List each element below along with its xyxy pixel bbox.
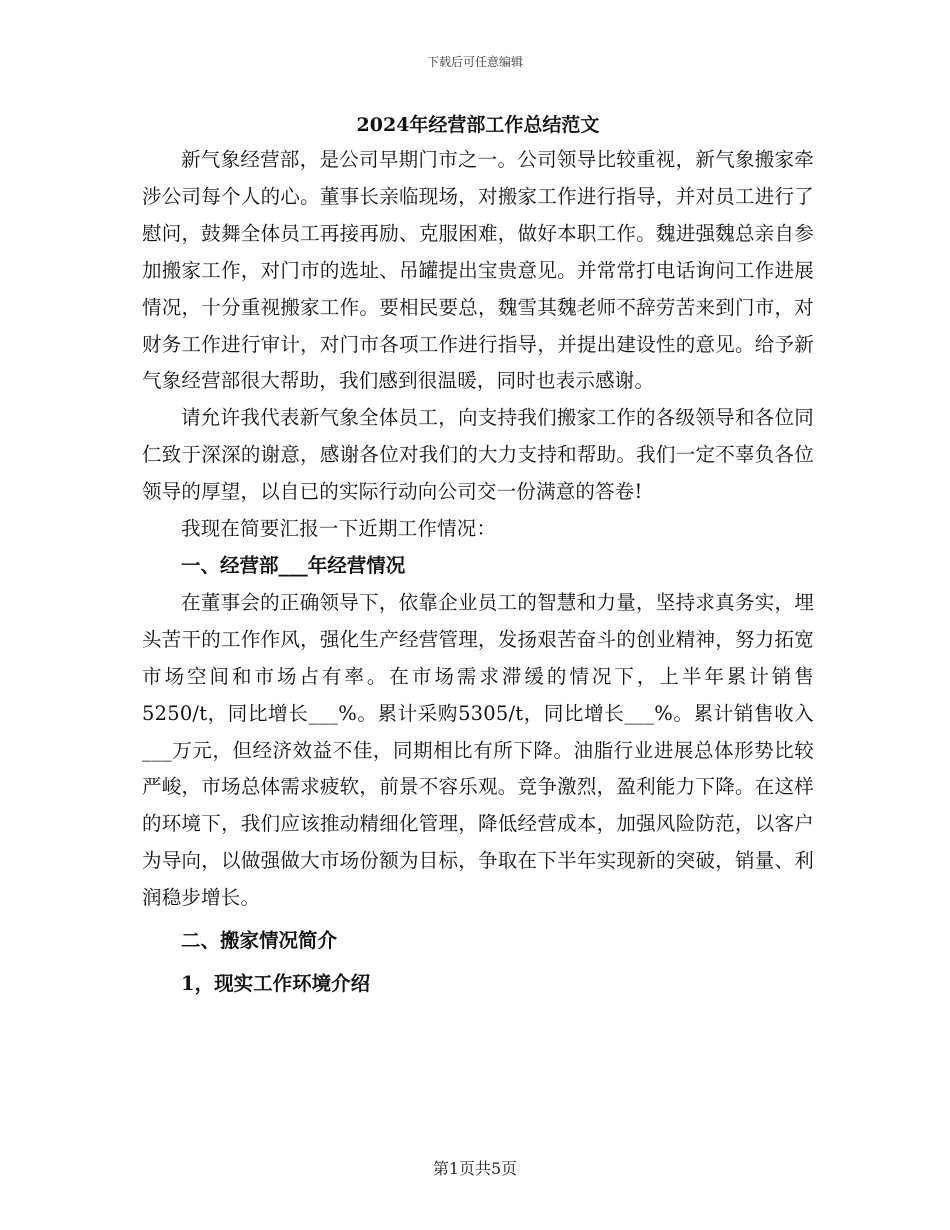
paragraph-operations: 在董事会的正确领导下，依靠企业员工的智慧和力量，坚持求真务实，埋头苦干的工作作风，强化生产经营管理，发扬艰苦奋斗的创业精神，努力拓宽市场空间和市场占有率。在市场需求滞缓的情况下，上半年累计销售5250/t，同比增长___%。累计采购5305/t，同比增长___%。累计销售收入___万元，但经济效益不佳，同期相比有所下降。油脂行业进展总体形势比较严峻，市场总体需求疲软，前景不容乐观。竞争激烈，盈利能力下降。在这样的环境下，我们应该推动精细化管理，降低经营成本，加强风险防范，以客户为导向，以做强做大市场份额为目标，争取在下半年实现新的突破，销量、利润稳步增长。 xyxy=(142,590,814,910)
header-note: 下载后可任意编辑 xyxy=(426,55,523,69)
section-heading-relocation: 二、搬家情况简介 xyxy=(181,929,338,953)
paragraph-thanks: 请允许我代表新气象全体员工，向支持我们搬家工作的各级领导和各位同仁致于深深的谢意，感谢各位对我们的大力支持和帮助。我们一定不辜负各位领导的厚望，以自已的实际行动向公司交一份满意的答卷! xyxy=(142,406,814,504)
section-heading-operations: 一、经营部___年经营情况 xyxy=(181,553,406,577)
paragraph-report-lead: 我现在简要汇报一下近期工作情况： xyxy=(181,517,497,541)
document-title: 2024年经营部工作总结范文 xyxy=(356,114,600,136)
document-body xyxy=(142,112,814,1003)
paragraph-intro: 新气象经营部，是公司早期门市之一。公司领导比较重视，新气象搬家牵涉公司每个人的心。董事长亲临现场，对搬家工作进行指导，并对员工进行了慰问，鼓舞全体员工再接再励、克服困难，做好本职工作。魏进强魏总亲自参加搬家工作，对门市的选址、吊罐提出宝贵意见。并常常打电话询问工作进展情况，十分重视搬家工作。要相民要总，魏雪其魏老师不辞劳苦来到门市，对财务工作进行审计，对门市各项工作进行指导，并提出建设性的意见。给予新气象经营部很大帮助，我们感到很温暖，同时也表示感谢。 xyxy=(142,148,814,393)
subsection-heading-environment: 1，现实工作环境介绍 xyxy=(181,971,371,995)
page-number-footer: 第1页共5页 xyxy=(432,1159,518,1178)
